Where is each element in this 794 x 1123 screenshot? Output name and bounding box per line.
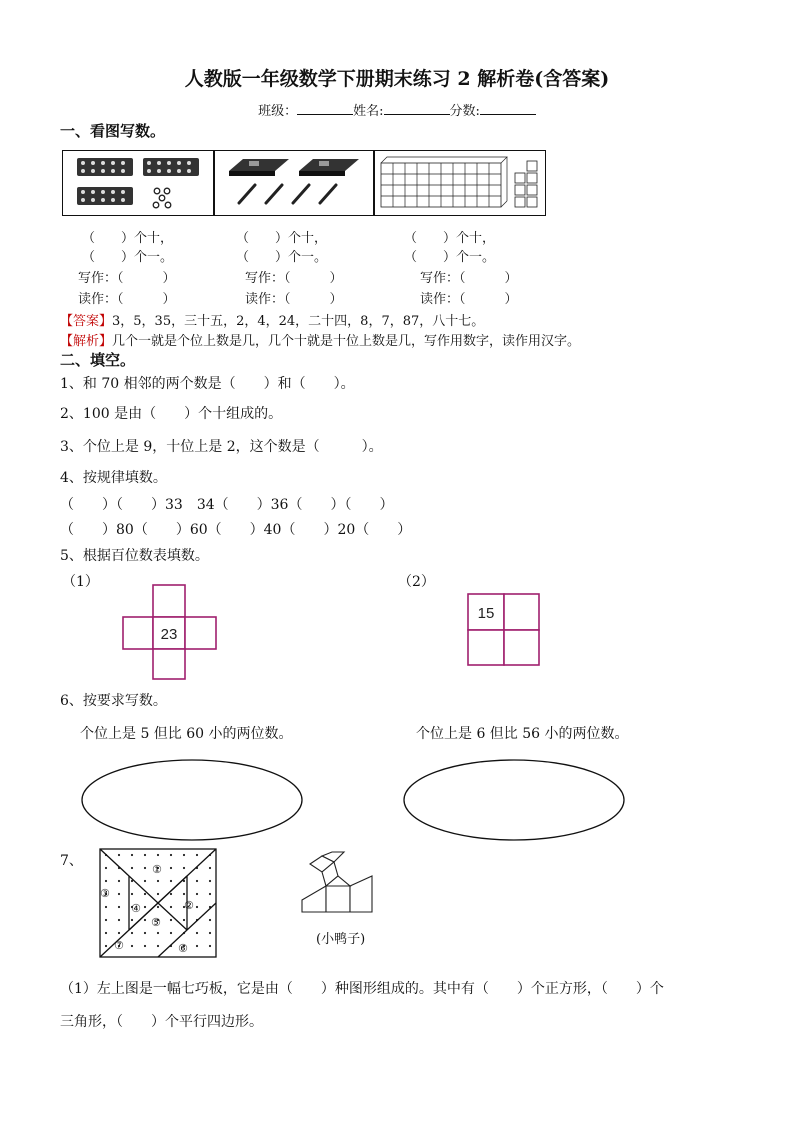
tangram-label-3: ③ [100, 888, 110, 900]
square-cell-tr[interactable] [504, 594, 539, 630]
tangram-label-6: ⑥ [178, 943, 188, 955]
col1-write[interactable]: 写作：（ ） [78, 271, 176, 286]
col1-read[interactable]: 读作：（ ） [78, 292, 176, 307]
cross-cell-right[interactable] [185, 617, 216, 649]
col2-read[interactable]: 读作：（ ） [245, 292, 343, 307]
name-label: 姓名: [353, 104, 384, 119]
pattern-row-2[interactable]: （ ）80（ ）60（ ）40（ ）20（ ） [60, 522, 412, 538]
question-2[interactable]: 2、100 是由（ ）个十组成的。 [60, 406, 283, 422]
pencil-icon [239, 185, 336, 203]
question-4: 4、按规律填数。 [60, 470, 167, 486]
hundreds-square-grid [467, 593, 541, 667]
unit-cubes-icon [515, 161, 537, 207]
cross-center-number: 23 [160, 626, 178, 643]
col3-write[interactable]: 写作：（ ） [420, 271, 518, 286]
class-blank[interactable] [297, 102, 353, 115]
analysis-tag: 【解析】 [60, 334, 113, 349]
question-1[interactable]: 1、和 70 相邻的两个数是（ ）和（ ）。 [60, 376, 355, 392]
score-blank[interactable] [480, 102, 536, 115]
section1-heading: 一、看图写数。 [60, 122, 166, 140]
square-cell-bl[interactable] [468, 630, 504, 665]
q7-sub1-line2[interactable]: 三角形，（ ）个平行四边形。 [60, 1014, 263, 1030]
question-5: 5、根据百位数表填数。 [60, 548, 209, 564]
tray-tens-icon [77, 158, 199, 205]
cross-cell-bottom[interactable] [153, 649, 185, 679]
counting-pictures [62, 150, 546, 216]
col2-write[interactable]: 写作：（ ） [245, 271, 343, 286]
section2-heading: 二、填空。 [60, 351, 136, 369]
col1-ones[interactable]: （ ）个一。 [82, 250, 174, 265]
tangram-board [96, 845, 222, 961]
tangram-label-5: ⑤ [151, 917, 161, 929]
tangram-label-7: ⑦ [114, 940, 124, 952]
duck-caption: (小鸭子) [316, 932, 366, 947]
analysis-text: 几个一就是个位上数是几，几个十就是十位上数是几，写作用数字，读作用汉字。 [112, 334, 581, 349]
col1-tens[interactable]: （ ）个十， [82, 231, 174, 246]
question-7: 7、 [60, 853, 83, 869]
question-6: 6、按要求写数。 [60, 693, 167, 709]
answer-tag: 【答案】 [60, 314, 113, 329]
q5-part2-label: （2） [398, 574, 435, 590]
square-tl-number: 15 [477, 605, 495, 622]
cross-cell-top[interactable] [153, 585, 185, 617]
hundreds-cross-grid [122, 584, 218, 680]
square-cell-br[interactable] [504, 630, 539, 665]
col3-ones[interactable]: （ ）个一。 [404, 250, 496, 265]
pattern-row-1[interactable]: （ ）（ ）33 34（ ）36（ ）（ ） [60, 497, 394, 513]
col3-read[interactable]: 读作：（ ） [420, 292, 518, 307]
tangram-label-2: ② [184, 900, 194, 912]
student-info-line [0, 100, 794, 119]
col2-tens[interactable]: （ ）个十， [236, 231, 328, 246]
pencil-box-icon [229, 159, 359, 176]
score-label: 分数: [449, 104, 480, 119]
single-dots-icon [153, 188, 171, 208]
answer-line [60, 310, 484, 329]
analysis-line [60, 330, 580, 349]
class-label: 班级： [258, 104, 298, 119]
question-3[interactable]: 3、个位上是 9，十位上是 2，这个数是（ ）。 [60, 439, 383, 455]
col2-ones[interactable]: （ ）个一。 [236, 250, 328, 265]
counting-illustration [63, 151, 545, 215]
q5-part1-label: （1） [62, 574, 99, 590]
tangram-label-4: ④ [131, 903, 141, 915]
cross-cell-left[interactable] [123, 617, 153, 649]
answer-oval-right[interactable] [402, 758, 628, 844]
q7-sub1-line1[interactable]: （1）左上图是一幅七巧板，它是由（ ）种图形组成的。其中有（ ）个正方形，（ ）个 [60, 981, 664, 997]
answer-text: 3，5，35，三十五，2，4，24，二十四，8，7，87，八十七。 [112, 314, 485, 329]
q6-right-prompt: 个位上是 6 但比 56 小的两位数。 [416, 726, 629, 742]
page-title: 人教版一年级数学下册期末练习 2 解析卷(含答案) [184, 68, 610, 90]
name-blank[interactable] [384, 102, 450, 115]
q6-left-prompt: 个位上是 5 但比 60 小的两位数。 [80, 726, 293, 742]
tangram-label-1: ① [152, 864, 162, 876]
answer-oval-left[interactable] [80, 758, 306, 844]
col3-tens[interactable]: （ ）个十， [404, 231, 496, 246]
tangram-duck-figure [296, 850, 376, 920]
